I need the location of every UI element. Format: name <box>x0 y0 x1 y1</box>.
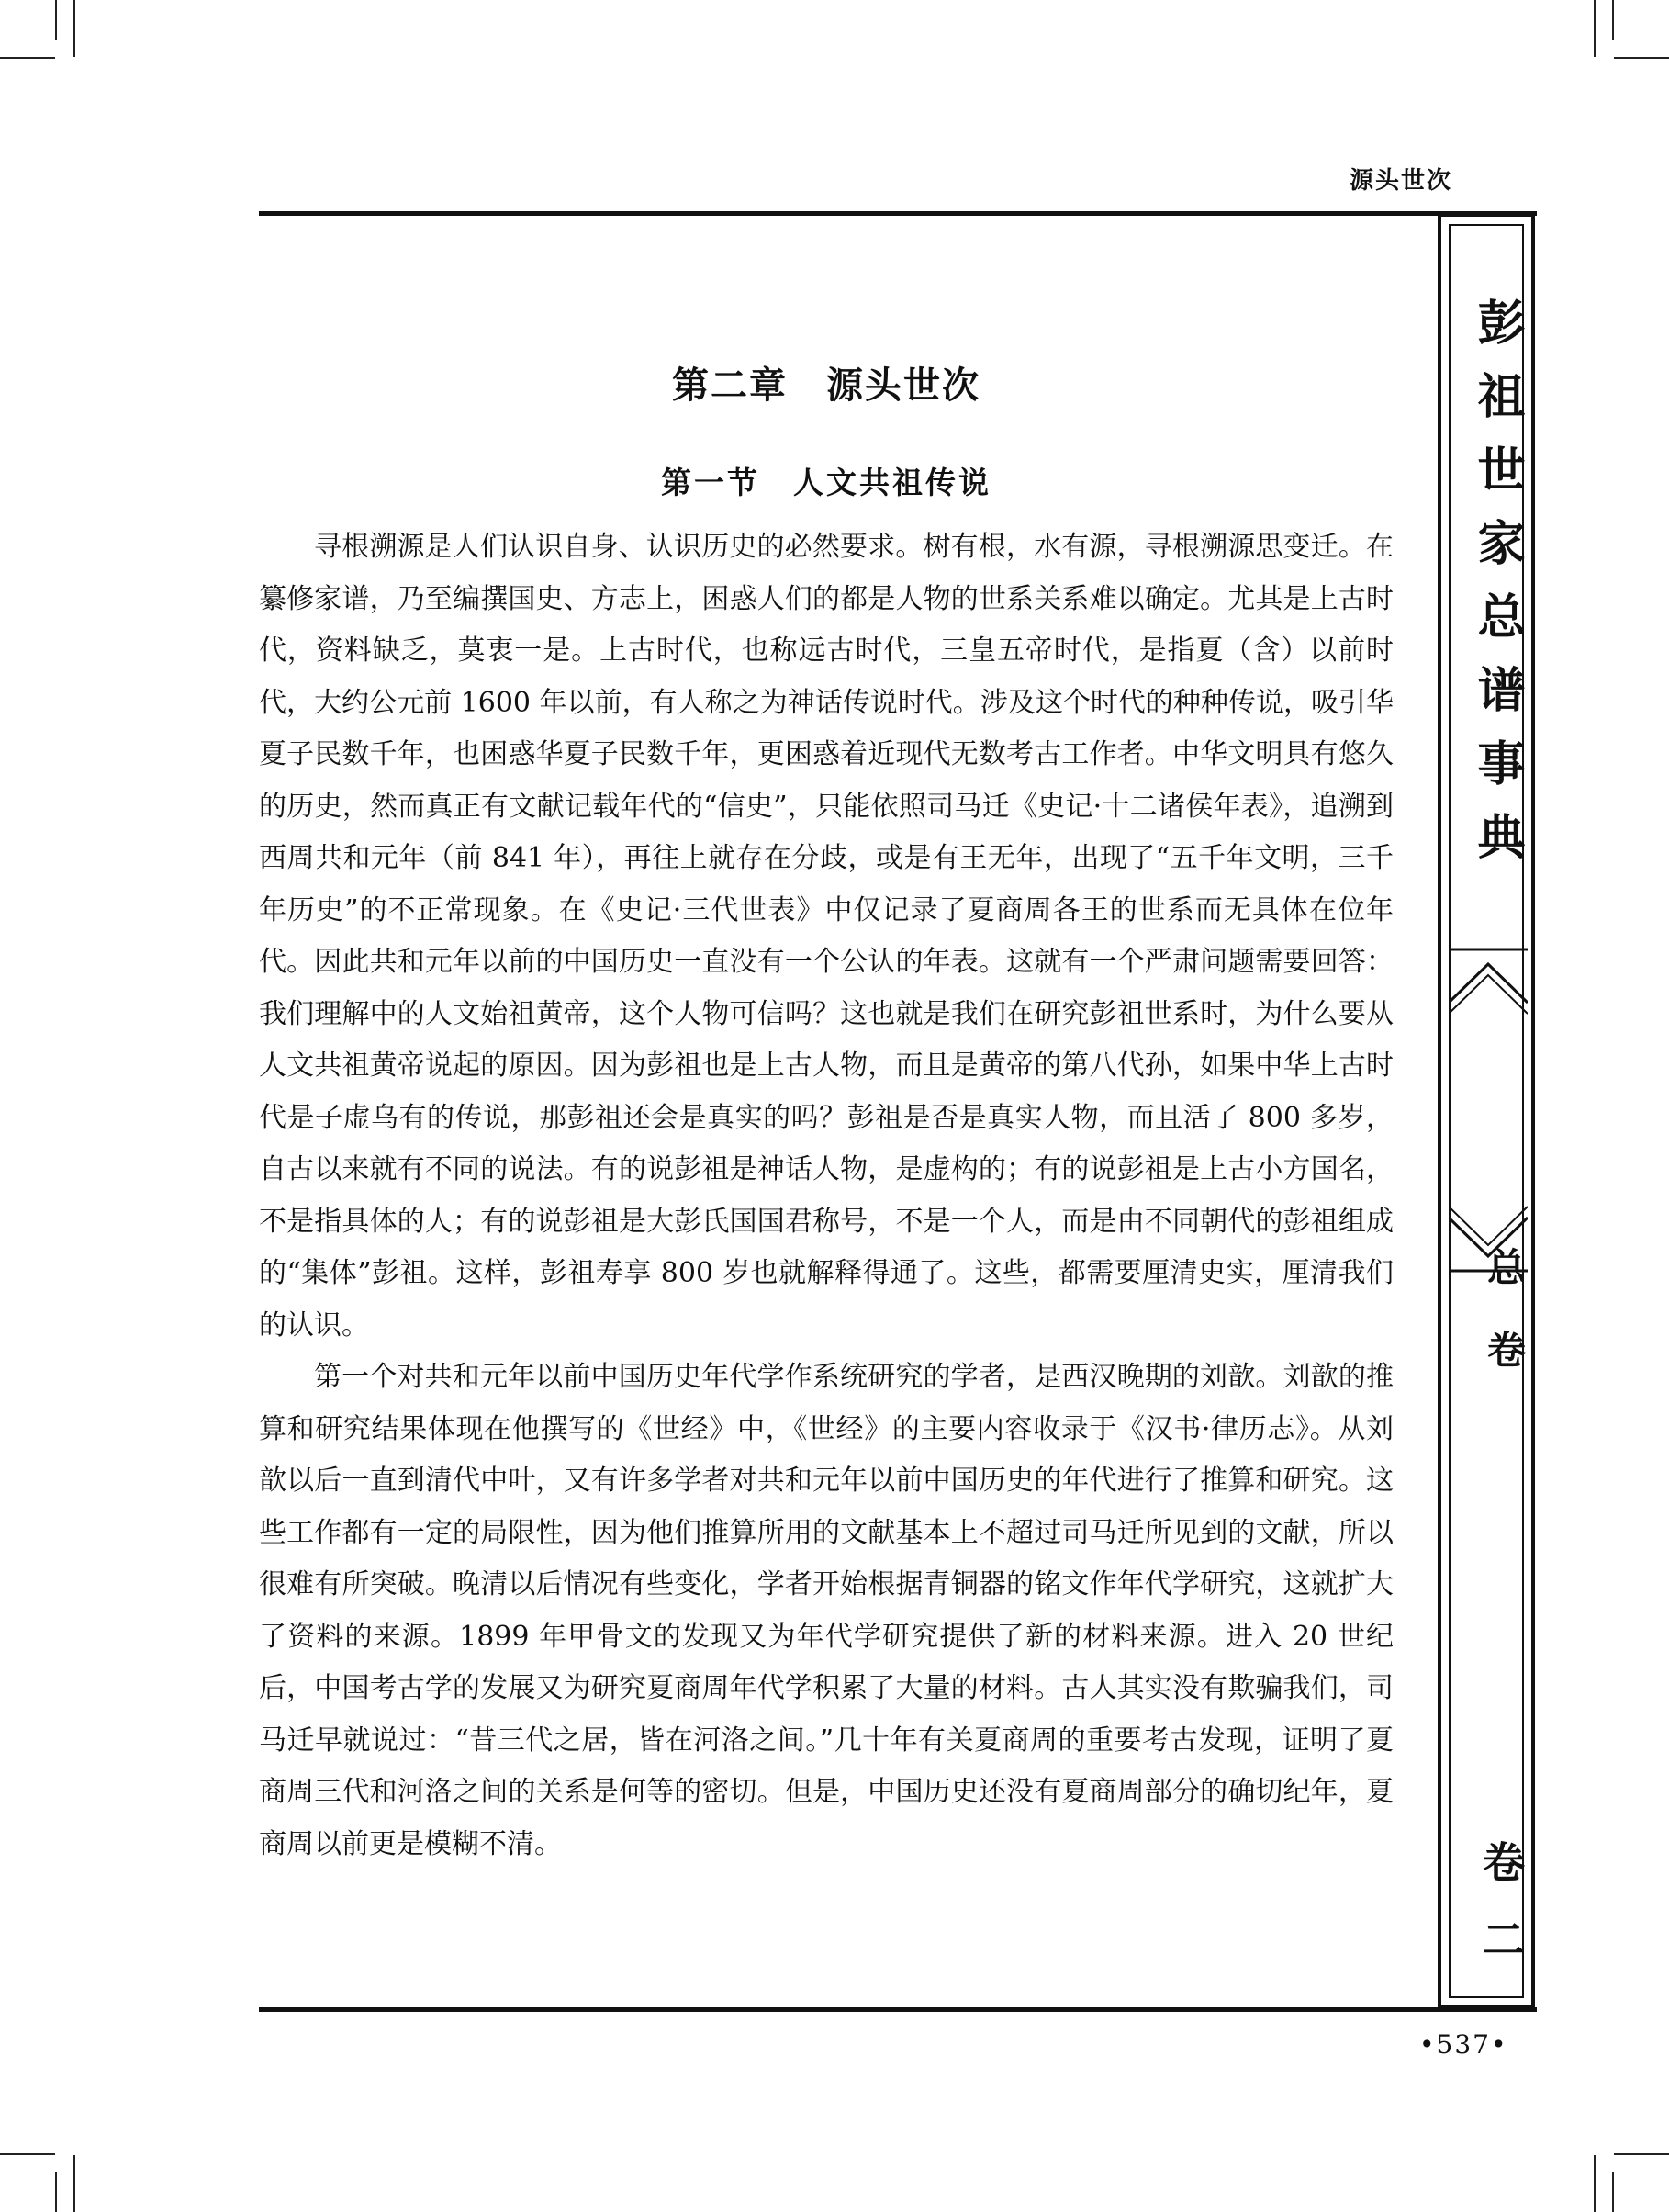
paragraph: 第一个对共和元年以前中国历史年代学作系统研究的学者，是西汉晚期的刘歆。刘歆的推算和研究结果体现在他撰写的《世经》中，《世经》的主要内容收录于《汉书·律历志》。从刘歆以后一直到清代中叶，又有许多学者对共和元年以前中国历史的年代进行了推算和研究。这些工作都有一定的局限性，因为他们推算所用的文献基本上不超过司马迁所见到的文献，所以很难有所突破。晚清以后情况有些变化，学者开始根据青铜器的铭文作年代学研究，这就扩大了资料的来源。1899 年甲骨文的发现又为年代学研究提供了新的材料来源。进入 20 世纪后，中国考古学的发展又为研究夏商周年代学积累了大量的材料。古人其实没有欺骗我们，司马迁早就说过：“昔三代之居，皆在河洛之间。”几十年有关夏商周的重要考古发现，证明了夏商周三代和河洛之间的关系是何等的密切。但是，中国历史还没有夏商周部分的确切纪年，夏商周以前更是模糊不清。 <box>259 1361 1394 1860</box>
crop-mark <box>1594 2155 1596 2212</box>
volume-number-label: 卷二 <box>1476 1840 1526 1994</box>
page-number: •537• <box>1419 2029 1508 2060</box>
crop-mark <box>1594 0 1596 57</box>
crop-mark <box>55 0 57 40</box>
section-title: 第一节 人文共祖传说 <box>661 465 991 500</box>
paragraph: 寻根溯源是人们认识自身、认识历史的必然要求。树有根，水有源，寻根溯源思变迁。在纂修家谱，乃至编撰国史、方志上，困惑人们的都是人物的世系关系难以确定。尤其是上古时代，资料缺乏，莫衷一是。上古时代，也称远古时代，三皇五帝时代，是指夏（含）以前时代，大约公元前 1600 年以前，有人称之为神话传说时代。涉及这个时代的种种传说，吸引华夏子民数千年，也困惑华夏子民数千年，更困惑着近现代无数考古工作者。中华文明具有悠久的历史，然而真正有文献记载年代的“信史”，只能依照司马迁《史记·十二诸侯年表》，追溯到西周共和元年（前 841 年），再往上就存在分歧，或是有王无年，出现了“五千年文明，三千年历史”的不正常现象。在《史记·三代世表》中仅记录了夏商周各王的世系而无具体在位年代。因此共和元年以前的中国历史一直没有一个公认的年表。这就有一个严肃问题需要回答：我们理解中的人文始祖黄帝，这个人物可信吗？这也就是我们在研究彭祖世系时，为什么要从人文共祖黄帝说起的原因。因为彭祖也是上古人物，而且是黄帝的第八代孙，如果中华上古时代是子虚乌有的传说，那彭祖还会是真实的吗？彭祖是否是真实人物，而且活了 800 多岁，自古以来就有不同的说法。有的说彭祖是神话人物，是虚构的；有的说彭祖是上古小方国名，不是指具体的人；有的说彭祖是大彭氏国国君称号，不是一个人，而是由不同朝代的彭祖组成的“集体”彭祖。这样，彭祖寿享 800 岁也就解释得通了。这些，都需要厘清史实，厘清我们的认识。 <box>259 531 1394 1342</box>
crop-mark <box>1614 57 1669 59</box>
crop-mark <box>1612 2172 1614 2212</box>
bottom-rule <box>259 2007 1537 2012</box>
diamond-ornament <box>1449 948 1528 1273</box>
crop-mark <box>0 57 55 59</box>
crop-mark <box>1612 0 1614 40</box>
crop-mark <box>55 2172 57 2212</box>
chapter-title: 第二章 源头世次 <box>672 365 980 407</box>
volume-general-label: 总卷 <box>1482 1247 1527 1412</box>
crop-mark <box>73 2155 75 2212</box>
running-header: 源头世次 <box>1349 167 1452 195</box>
top-rule <box>259 211 1537 216</box>
crop-mark <box>73 0 75 57</box>
book-title: 彭祖世家总谱事典 <box>1469 298 1524 885</box>
crop-mark <box>1614 2153 1669 2155</box>
body-text <box>259 522 1394 1870</box>
main-content <box>259 275 1394 2002</box>
side-panel <box>1438 213 1535 2009</box>
crop-mark <box>0 2153 55 2155</box>
